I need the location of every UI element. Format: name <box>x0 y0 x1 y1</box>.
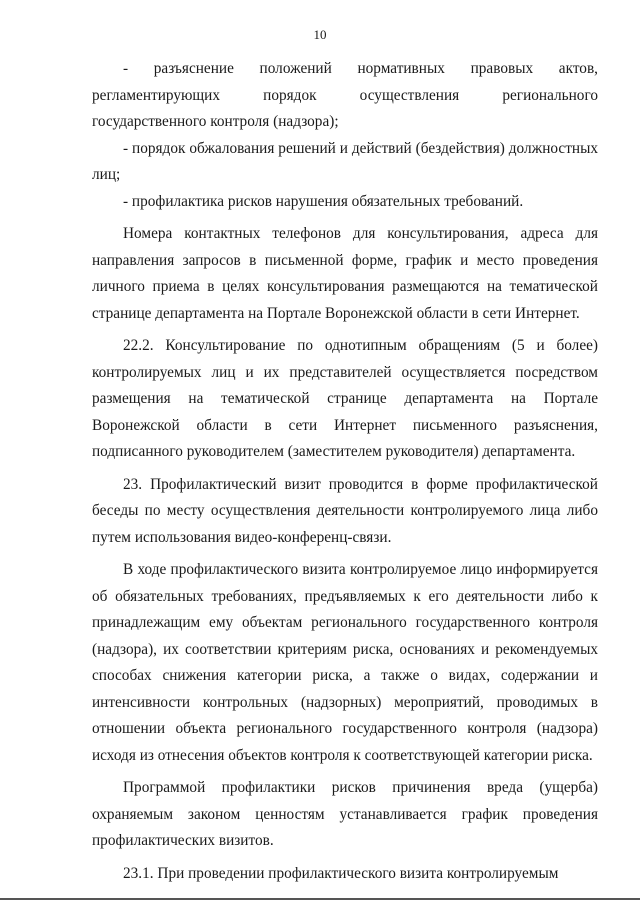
list-item-clarification-rest: регламентирующих порядок осуществления регионального государственного контроля (надзора); <box>92 86 598 130</box>
list-item-clarification-first-line <box>92 56 598 83</box>
paragraph-visit-information: В ходе профилактического визита контролируемое лицо информируется об обязательных требованиях, предъявляемых к его деятельности либо к принадлежащим ему объектам регионального государственного контроля (надзора), их соответствии критериям риска, основаниях и рекомендуемых способах снижения категории риска, а также о видах, содержании и интенсивности контрольных (надзорных) мероприятий, проводимых в отношении объекта регионального государственного контроля (надзора) исходя из отнесения объектов контроля к соответствующей категории риска. <box>92 561 598 764</box>
word: положений <box>259 60 332 77</box>
scan-edge-line <box>0 898 640 900</box>
word: нормативных <box>357 60 445 77</box>
list-item-appeal-procedure: - порядок обжалования решений и действий (бездействия) должностных лиц; <box>92 139 598 183</box>
list-item-risk-prevention: - профилактика рисков нарушения обязательных требований. <box>123 192 524 210</box>
paragraph-program: Программой профилактики рисков причинения вреда (ущерба) охраняемым законом ценностям устанавливается график проведения профилактических визитов. <box>92 779 598 849</box>
word: разъяснение <box>153 60 234 77</box>
page-number: 10 <box>313 27 327 42</box>
paragraph-23: 23. Профилактический визит проводится в форме профилактической беседы по месту осуществления деятельности контролируемого лица либо путем использования видео-конференц-связи. <box>92 475 598 546</box>
paragraph-23-1: 23.1. При проведении профилактического визита контролируемым <box>123 864 559 882</box>
word: - <box>123 60 129 77</box>
paragraph-22-2: 22.2. Консультирование по однотипным обращениям (5 и более) контролируемых лиц и их представителей осуществляется посредством размещения на тематической странице департамента на Портале Воронежской области в сети Интернет письменного разъяснения, подписанного руководителем (заместителем руководителя) департамента. <box>92 337 598 460</box>
word: правовых <box>470 60 534 77</box>
paragraph-contacts: Номера контактных телефонов для консультирования, адреса для направления запросов в письменной форме, график и место проведения личного приема в целях консультирования размещаются на тематической странице департамента на Портале Воронежской области в сети Интернет. <box>92 225 598 322</box>
word: актов, <box>558 60 598 77</box>
